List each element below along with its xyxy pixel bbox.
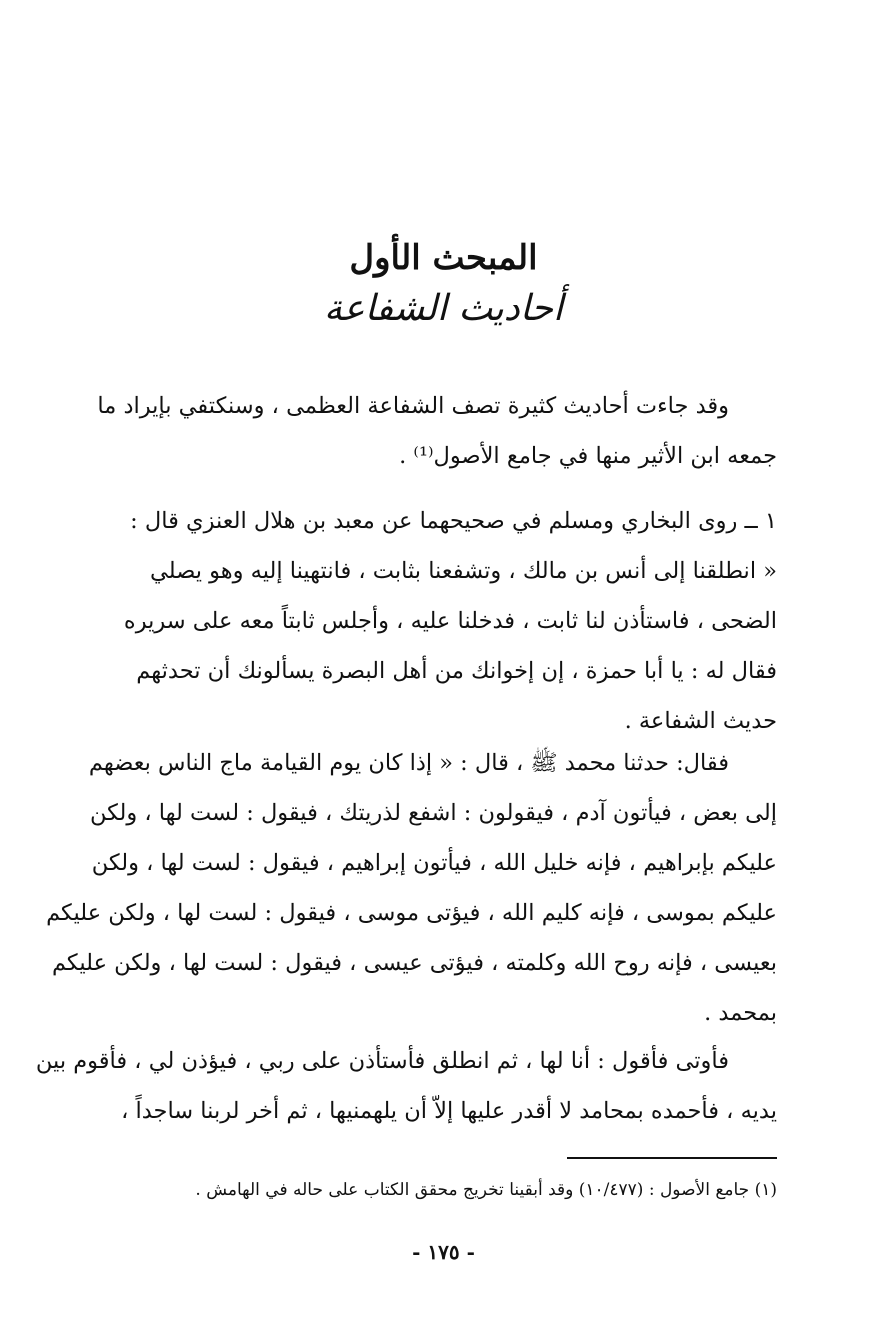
text-line: ١ ــ روى البخاري ومسلم في صحيحهما عن معبد بن هلال العنزي قال : <box>130 508 777 534</box>
text-line: فقال: حدثنا محمد ﷺ ، قال : « إذا كان يوم القيامة ماج الناس بعضهم <box>88 750 729 776</box>
footnote-divider <box>567 1157 777 1159</box>
text-line: حديث الشفاعة . <box>624 708 777 734</box>
chapter-heading: المبحث الأول <box>349 238 538 278</box>
text-line: فقال له : يا أبا حمزة ، إن إخوانك من أهل البصرة يسألونك أن تحدثهم <box>136 658 777 684</box>
paragraph-hadith-narration <box>46 738 777 1038</box>
page-number: - ١٧٥ - <box>412 1240 475 1264</box>
text-line: الضحى ، فاستأذن لنا ثابت ، فدخلنا عليه ، وأجلس ثابتاً معه على سريره <box>123 608 777 634</box>
text-line: وقد جاءت أحاديث كثيرة تصف الشفاعة العظمى ، وسنكتفي بإيراد ما <box>97 393 729 419</box>
text-line: إلى بعض ، فيأتون آدم ، فيقولون : اشفع لذريتك ، فيقول : لست لها ، ولكن <box>89 800 777 826</box>
paragraph-continuation <box>35 1036 777 1136</box>
text-line: يديه ، فأحمده بمحامد لا أقدر عليها إلاّ أن يلهمنيها ، ثم أخر لربنا ساجداً ، <box>121 1098 777 1124</box>
text-line: عليكم بموسى ، فإنه كليم الله ، فيؤتى موسى ، فيقول : لست لها ، ولكن عليكم <box>46 900 777 926</box>
section-title: أحاديث الشفاعة <box>323 288 564 329</box>
text-line: عليكم بإبراهيم ، فإنه خليل الله ، فيأتون إبراهيم ، فيقول : لست لها ، ولكن <box>91 850 777 876</box>
text-line: « انطلقنا إلى أنس بن مالك ، وتشفعنا بثابت ، فانتهينا إليه وهو يصلي <box>150 558 777 584</box>
text-line: بعيسى ، فإنه روح الله وكلمته ، فيؤتى عيسى ، فيقول : لست لها ، ولكن عليكم <box>51 950 777 976</box>
footnote: (١) جامع الأصول : (١٠/٤٧٧) وقد أبقينا تخريج محقق الكتاب على حاله في الهامش . <box>195 1180 777 1200</box>
paragraph-hadith-1 <box>112 496 777 746</box>
paragraph-intro <box>97 381 777 481</box>
text-line: بمحمد . <box>704 1000 777 1026</box>
text-line: جمعه ابن الأثير منها في جامع الأصول⁽¹⁾ . <box>399 443 777 469</box>
text-line: فأوتى فأقول : أنا لها ، ثم انطلق فأستأذن على ربي ، فيؤذن لي ، فأقوم بين <box>35 1048 729 1074</box>
